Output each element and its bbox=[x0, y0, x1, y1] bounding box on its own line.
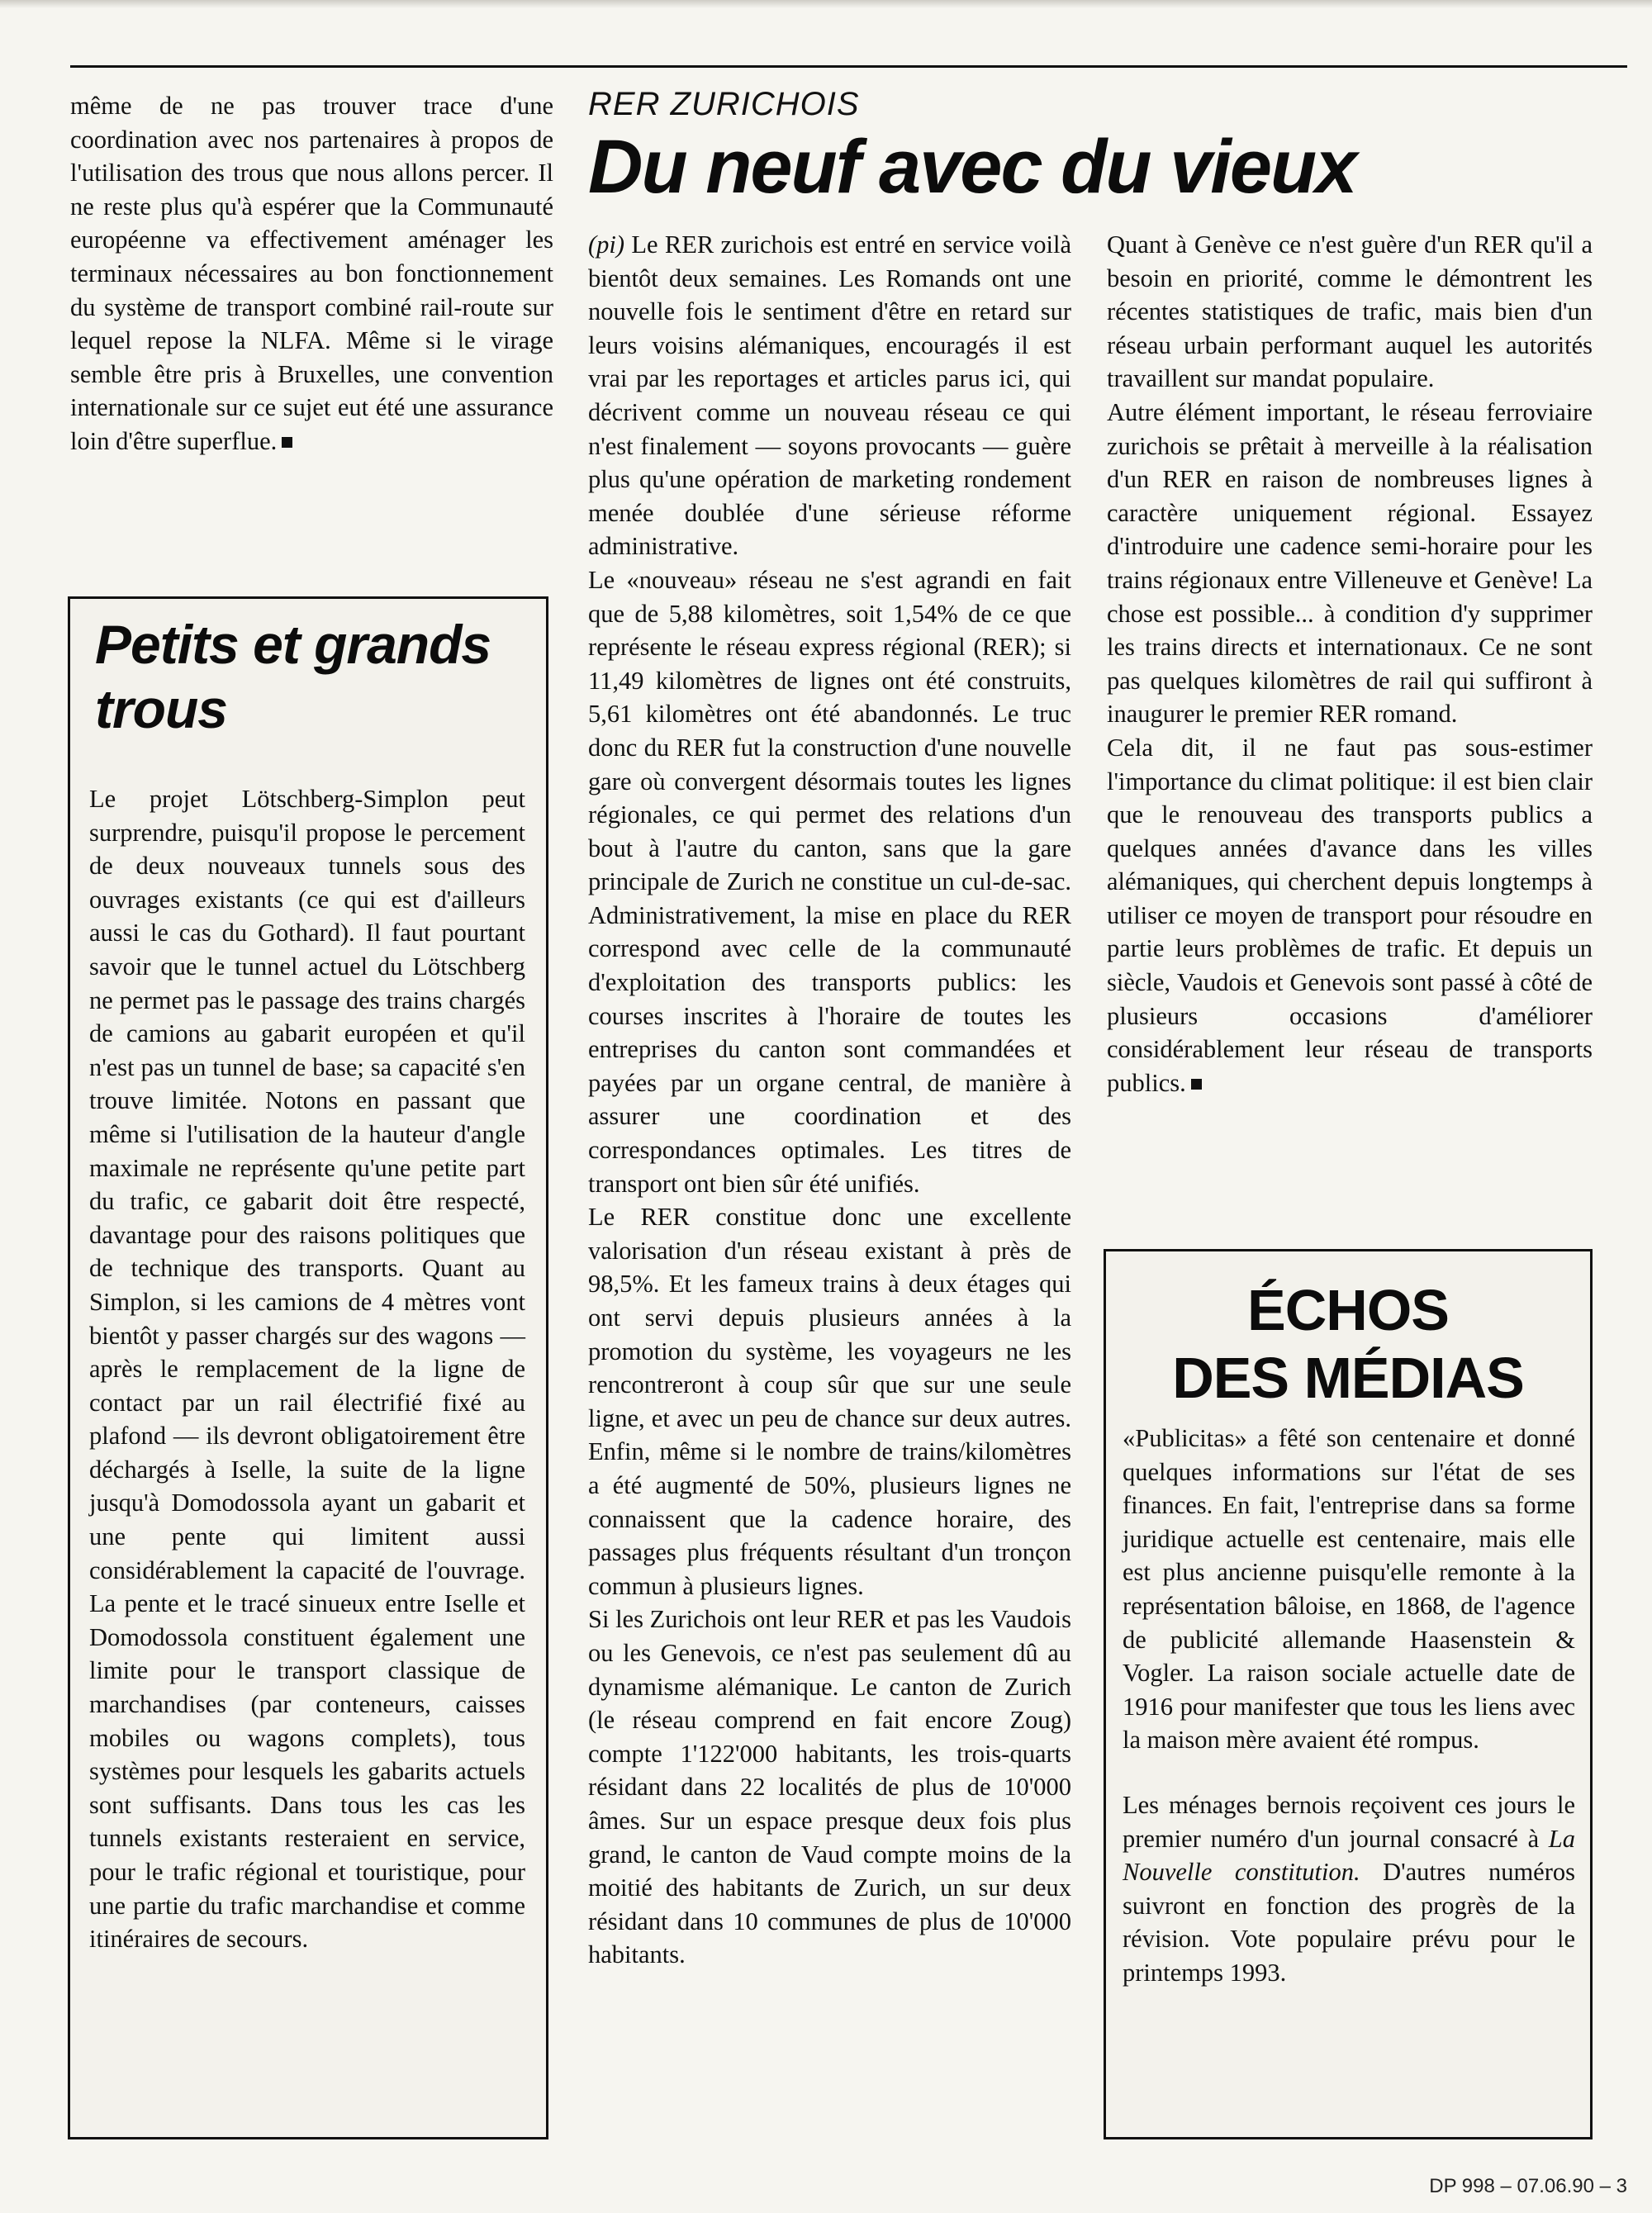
box-body-petits bbox=[89, 782, 525, 1956]
article-headline: Du neuf avec du vieux bbox=[588, 125, 1356, 209]
box-title-echos-line2: DES MÉDIAS bbox=[1172, 1346, 1524, 1410]
box-title-echos bbox=[1106, 1276, 1590, 1412]
article-kicker: RER ZURICHOIS bbox=[588, 86, 860, 122]
byline: (pi) bbox=[588, 230, 625, 259]
sidebar-box-petits-et-grands-trous bbox=[68, 596, 548, 2139]
left-continuation-paragraph bbox=[70, 89, 553, 458]
box-body-echos bbox=[1123, 1422, 1575, 1990]
article-paragraph-6: Autre élément important, le réseau ferroviaire zurichois se prêtait à merveille à la réalisation d'un RER en raison de nombreuses lignes à caractère uniquement régional. Essayez d'introduire une cadence semi-horaire pour les trains régionaux entre Villeneuve et Genève! La chose est possible... à condition d'y supprimer les trains directs et internationaux. Ce ne sont pas quelques kilomètres de rail qui suffiront à inaugurer le premier RER romand. bbox=[1107, 397, 1593, 729]
box-title-petits: Petits et grands trous bbox=[95, 614, 491, 739]
journal-title: La Nouvelle constitution. bbox=[1123, 1824, 1575, 1887]
top-rule bbox=[70, 65, 1627, 68]
end-mark-icon bbox=[1191, 1079, 1202, 1090]
article-middle-column bbox=[588, 228, 1071, 1972]
article-right-column bbox=[1107, 228, 1593, 1099]
article-paragraph-3: Le RER constitue donc une excellente valorisation d'un réseau existant à près de 98,5%. Et les fameux trains à deux étages qui ont servi depuis plusieurs années à la promotion du système, les voyageurs ne les rencontreront à coup sûr que sur une seule ligne, et avec un peu de chance sur deux autres. Enfin, même si le nombre de trains/kilomètres a été augmenté de 50%, plusieurs lignes ne connaissent que la cadence horaire, des passages plus fréquents résultant d'un tronçon commun à plusieurs lignes. bbox=[588, 1203, 1071, 1600]
sidebar-box-echos-des-medias bbox=[1104, 1249, 1593, 2139]
page-footer: DP 998 – 07.06.90 – 3 bbox=[1429, 2175, 1627, 2197]
article-paragraph-5: Quant à Genève ce n'est guère d'un RER qu'il a besoin en priorité, comme le démontrent les récentes statistiques de trafic, mais bien d'un réseau urbain performant auquel les autorités travaillent sur mandat populaire. bbox=[1107, 230, 1593, 393]
echos-paragraph-1: «Publicitas» a fêté son centenaire et donné quelques informations sur l'état de ses finances. En fait, l'entreprise dans sa forme juridique actuelle est centenaire, mais elle est plus ancienne puisqu'elle remonte à la représentation bâloise, en 1868, de l'agence de publicité allemande Haasenstein & Vogler. La raison sociale actuelle date de 1916 pour manifester que tous les liens avec la maison mère avaient été rompus. bbox=[1123, 1424, 1575, 1755]
box-title-echos-line1: ÉCHOS bbox=[1247, 1278, 1449, 1342]
page-edge-shadow bbox=[0, 0, 1652, 8]
left-continuation-text: même de ne pas trouver trace d'une coordination avec nos partenaires à propos de l'utilisation des trous que nous allons percer. Il ne reste plus qu'à espérer que la Communauté européenne va effectivement aménager les terminaux nécessaires au bon fonctionnement du système de transport combiné rail-route sur lequel repose la NLFA. Même si le virage semble être pris à Bruxelles, une convention internationale sur ce sujet eut été une assurance loin d'être superflue. bbox=[70, 92, 553, 455]
end-mark-icon bbox=[282, 437, 292, 448]
box-petits-paragraph: Le projet Lötschberg-Simplon peut surprendre, puisqu'il propose le percement de deux nouveaux tunnels sous des ouvrages existants (ce qui est d'ailleurs aussi le cas du Gothard). Il faut pourtant savoir que le tunnel actuel du Lötschberg ne permet pas le passage des trains chargés de camions au gabarit européen et qu'il n'est pas un tunnel de base; sa capacité s'en trouve limitée. Notons en passant que même si l'utilisation de la hauteur d'angle maximale ne représente qu'une petite part du trafic, ce gabarit doit être respecté, davantage pour des raisons politiques que de technique des transports. Quant au Simplon, si les camions de 4 mètres vont bientôt y passer chargés sur des wagons — après le remplacement de la ligne de contact par un rail électrifié fixé au plafond — ils devront obligatoirement être déchargés à Iselle, la suite de la ligne jusqu'à Domodossola ayant un gabarit et une pente qui limitent aussi considérablement la capacité de l'ouvrage. La pente et le tracé sinueux entre Iselle et Domodossola constituent également une limite pour le transport classique de marchandises (par conteneurs, caisses mobiles ou wagons complets), tous systèmes pour lesquels les gabarits actuels sont suffisants. Dans tous les cas les tunnels existants resteraient en service, pour le trafic régional et touristique, pour une partie du trafic marchandise et comme itinéraires de secours. bbox=[89, 785, 525, 1954]
left-column bbox=[70, 89, 553, 458]
article-paragraph-2: Le «nouveau» réseau ne s'est agrandi en fait que de 5,88 kilomètres, soit 1,54% de ce que représente le réseau express régional (RER); si 11,49 kilomètres de lignes ont été construits, 5,61 kilomètres ont été abandonnés. Le truc donc du RER fut la construction d'une nouvelle gare où convergent désormais toutes les lignes régionales, ce qui permet des relations d'un bout à l'autre du canton, sans que la gare principale de Zurich ne constitue un cul-de-sac. Administrativement, la mise en place du RER correspond avec celle de la communauté d'exploitation des transports publics: les courses inscrites à l'horaire de toutes les entreprises du canton sont commandées et payées par un organe central, de manière à assurer une coordination et des correspondances optimales. Les titres de transport ont bien sûr été unifiés. bbox=[588, 565, 1071, 1198]
article-paragraph-7: Cela dit, il ne faut pas sous-estimer l'importance du climat politique: il est bien clair que le renouveau des transports publics a quelques années d'avance dans les villes alémaniques, qui cherchent depuis longtemps à utiliser ce moyen de transport pour résoudre en partie leurs problèmes de trafic. Et depuis un siècle, Vaudois et Genevois sont passé à côté de plusieurs occasions d'améliorer considérablement leur réseau de transports publics. bbox=[1107, 733, 1593, 1097]
article-paragraph-1: (pi) Le RER zurichois est entré en service voilà bientôt deux semaines. Les Romands ont une nouvelle fois le sentiment d'être en retard sur leurs voisins alémaniques, encouragés il est vrai par les reportages et articles parus ici, qui décrivent comme un nouveau réseau ce qui n'est finalement — soyons provocants — guère plus qu'une opération de marketing rondement menée doublée d'une sérieuse réforme administrative. bbox=[588, 230, 1071, 561]
echos-paragraph-2: Les ménages bernois reçoivent ces jours le premier numéro d'un journal consacré à La Nouvelle constitution. D'autres numéros suivront en fonction des progrès de la révision. Vote populaire prévu pour le printemps 1993. bbox=[1123, 1790, 1575, 1987]
article-paragraph-4: Si les Zurichois ont leur RER et pas les Vaudois ou les Genevois, ce n'est pas seulement dû au dynamisme alémanique. Le canton de Zurich (le réseau comprend en fait encore Zoug) compte 1'122'000 habitants, les trois-quarts résidant dans 22 localités de plus de 10'000 âmes. Sur un espace presque deux fois plus grand, le canton de Vaud compte moins de la moitié des habitants de Zurich, un sur deux résidant dans 10 communes de plus de 10'000 habitants. bbox=[588, 1605, 1071, 1969]
